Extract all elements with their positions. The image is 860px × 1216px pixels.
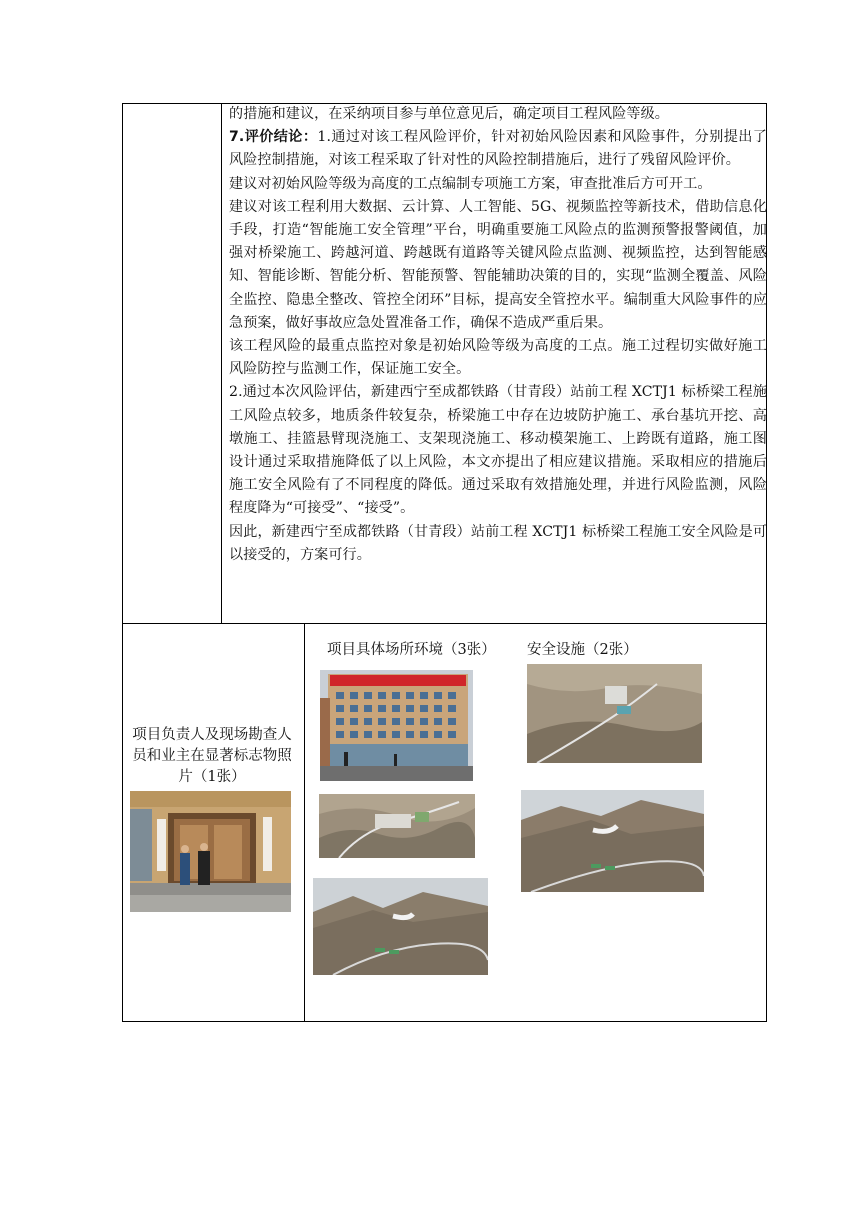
building-exterior-photo (320, 670, 473, 781)
valley-safety-photo (521, 790, 704, 892)
table-border-left (122, 103, 123, 1022)
table-row-divider (122, 623, 767, 624)
aerial-safety-photo (527, 664, 702, 763)
site-photo-caption: 项目具体场所环境（3张） (327, 642, 496, 658)
table-border-bottom (122, 1021, 767, 1022)
intro-line: 的措施和建议，在采纳项目参与单位意见后，确定项目工程风险等级。 (229, 106, 670, 122)
table-inner-vertical-bottom (304, 623, 305, 1022)
conclusion-p1: 1.通过对该工程风险评价，针对初始风险因素和风险事件，分别提出了风险控制措施，对该工程采取了针对性的风险控制措施后，进行了残留风险评价。 (229, 129, 767, 169)
conclusion-paragraph-5: 2.通过本次风险评估，新建西宁至成都铁路（甘青段）站前工程 XCTJ1 标桥梁工程施工风险点较多，地质条件较复杂，桥梁施工中存在边坡防护施工、承台基坑开挖、高墩施工、挂篮悬臂现浇施工、支架现浇施工、移动模架施工、上跨既有道路，施工图设计通过采取措施降低了以上风险，本文亦提出了相应建议措施。采取相应的措施后施工安全风险有了不同程度的降低。通过采取有效措施处理，并进行风险监测，风险程度降为“可接受”、“接受”。 (229, 384, 767, 517)
conclusion-text (229, 103, 767, 567)
aerial-site-photo (319, 794, 475, 858)
table-inner-vertical-top (221, 103, 222, 624)
conclusion-heading: 7.评价结论： (229, 129, 318, 146)
conclusion-paragraph-6: 因此，新建西宁至成都铁路（甘青段）站前工程 XCTJ1 标桥梁工程施工安全风险是可以接受的，方案可行。 (229, 523, 767, 563)
conclusion-paragraph-2: 建议对初始风险等级为高度的工点编制专项施工方案，审查批准后方可开工。 (229, 175, 712, 192)
left-photo-caption: 项目负责人及现场勘查人员和业主在显著标志物照片（1张） (132, 727, 292, 785)
staff-entrance-photo (130, 791, 291, 912)
conclusion-paragraph-4: 该工程风险的最重点监控对象是初始风险等级为高度的工点。施工过程切实做好施工风险防控与监测工作，保证施工安全。 (229, 338, 767, 378)
conclusion-paragraph-1 (229, 126, 767, 172)
safety-photo-caption: 安全设施（2张） (527, 642, 638, 658)
valley-site-photo (313, 878, 488, 975)
conclusion-paragraph-3: 建议对该工程利用大数据、云计算、人工智能、5G、视频监控等新技术，借助信息化手段，打造“智能施工安全管理”平台，明确重要施工风险点的监测预警报警阈值，加强对桥梁施工、跨越河道、跨越既有道路等关键风险点监测、视频监控，达到智能感知、智能诊断、智能分析、智能预警、智能辅助决策的目的，实现“监测全覆盖、风险全监控、隐患全整改、管控全闭环”目标，提高安全管控水平。编制重大风险事件的应急预案，做好事故应急处置准备工作，确保不造成严重后果。 (229, 198, 767, 331)
